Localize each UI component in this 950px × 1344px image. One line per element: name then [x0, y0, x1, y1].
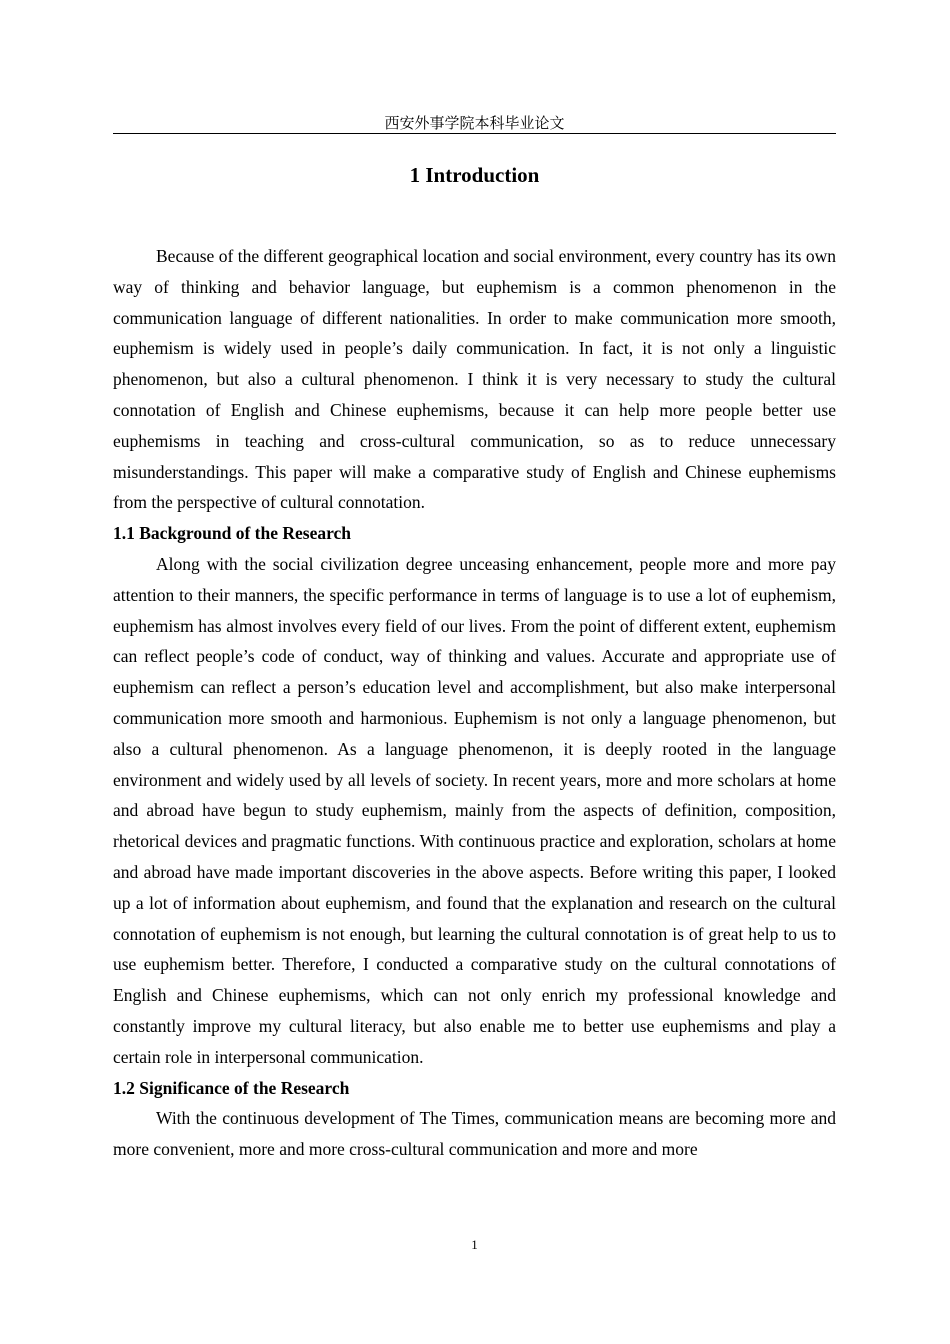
intro-paragraph: Because of the different geographical location and social environment, every country has its own way of thinking and behavior language, but euphemism is a common phenomenon in the communication language of different nationalities. In order to make communication more smooth, euphemism is widely used in people’s daily communication. In fact, it is not only a linguistic phenomenon, but also a cultural phenomenon. I think it is very necessary to study the cultural connotation of English and Chinese euphemisms, because it can help more people better use euphemisms in teaching and cross-cultural communication, so as to reduce unnecessary misunderstandings. This paper will make a comparative study of English and Chinese euphemisms from the perspective of cultural connotation. [113, 246, 836, 513]
header-rule [113, 133, 836, 134]
page-number: 1 [471, 1237, 478, 1252]
section-heading-background: 1.1 Background of the Research [113, 523, 352, 544]
body-text [113, 241, 836, 1165]
section-heading-significance: 1.2 Significance of the Research [113, 1077, 350, 1098]
significance-paragraph: With the continuous development of The Times, communication means are becoming more and more convenient, more and more cross-cultural communication and more and more [113, 1108, 836, 1160]
running-header: 西安外事学院本科毕业论文 [384, 114, 565, 132]
chapter-title: 1 Introduction [409, 163, 540, 187]
background-paragraph: Along with the social civilization degree unceasing enhancement, people more and more pay attention to their manners, the specific performance in terms of language is to use a lot of euphemism, euphemism has almost involves every field of our lives. From the point of different extent, euphemism can reflect people’s code of conduct, way of thinking and values. Accurate and appropriate use of euphemism can reflect a person’s education level and accomplishment, but also make interpersonal communication more smooth and harmonious. Euphemism is not only a language phenomenon, but also a cultural phenomenon. As a language phenomenon, it is deeply rooted in the language environment and widely used by all levels of society. In recent years, more and more scholars at home and abroad have begun to study euphemism, mainly from the aspects of definition, composition, rhetorical devices and pragmatic functions. With continuous practice and exploration, scholars at home and abroad have made important discoveries in the above aspects. Before writing this paper, I looked up a lot of information about euphemism, and found that the explanation and research on the cultural connotation of euphemism is not enough, but learning the cultural connotation is of great help to us to use euphemism better. Therefore, I conducted a comparative study on the cultural connotations of English and Chinese euphemisms, which can not only enrich my professional knowledge and constantly improve my cultural literacy, but also enable me to better use euphemisms and play a certain role in interpersonal communication. [113, 553, 836, 1067]
